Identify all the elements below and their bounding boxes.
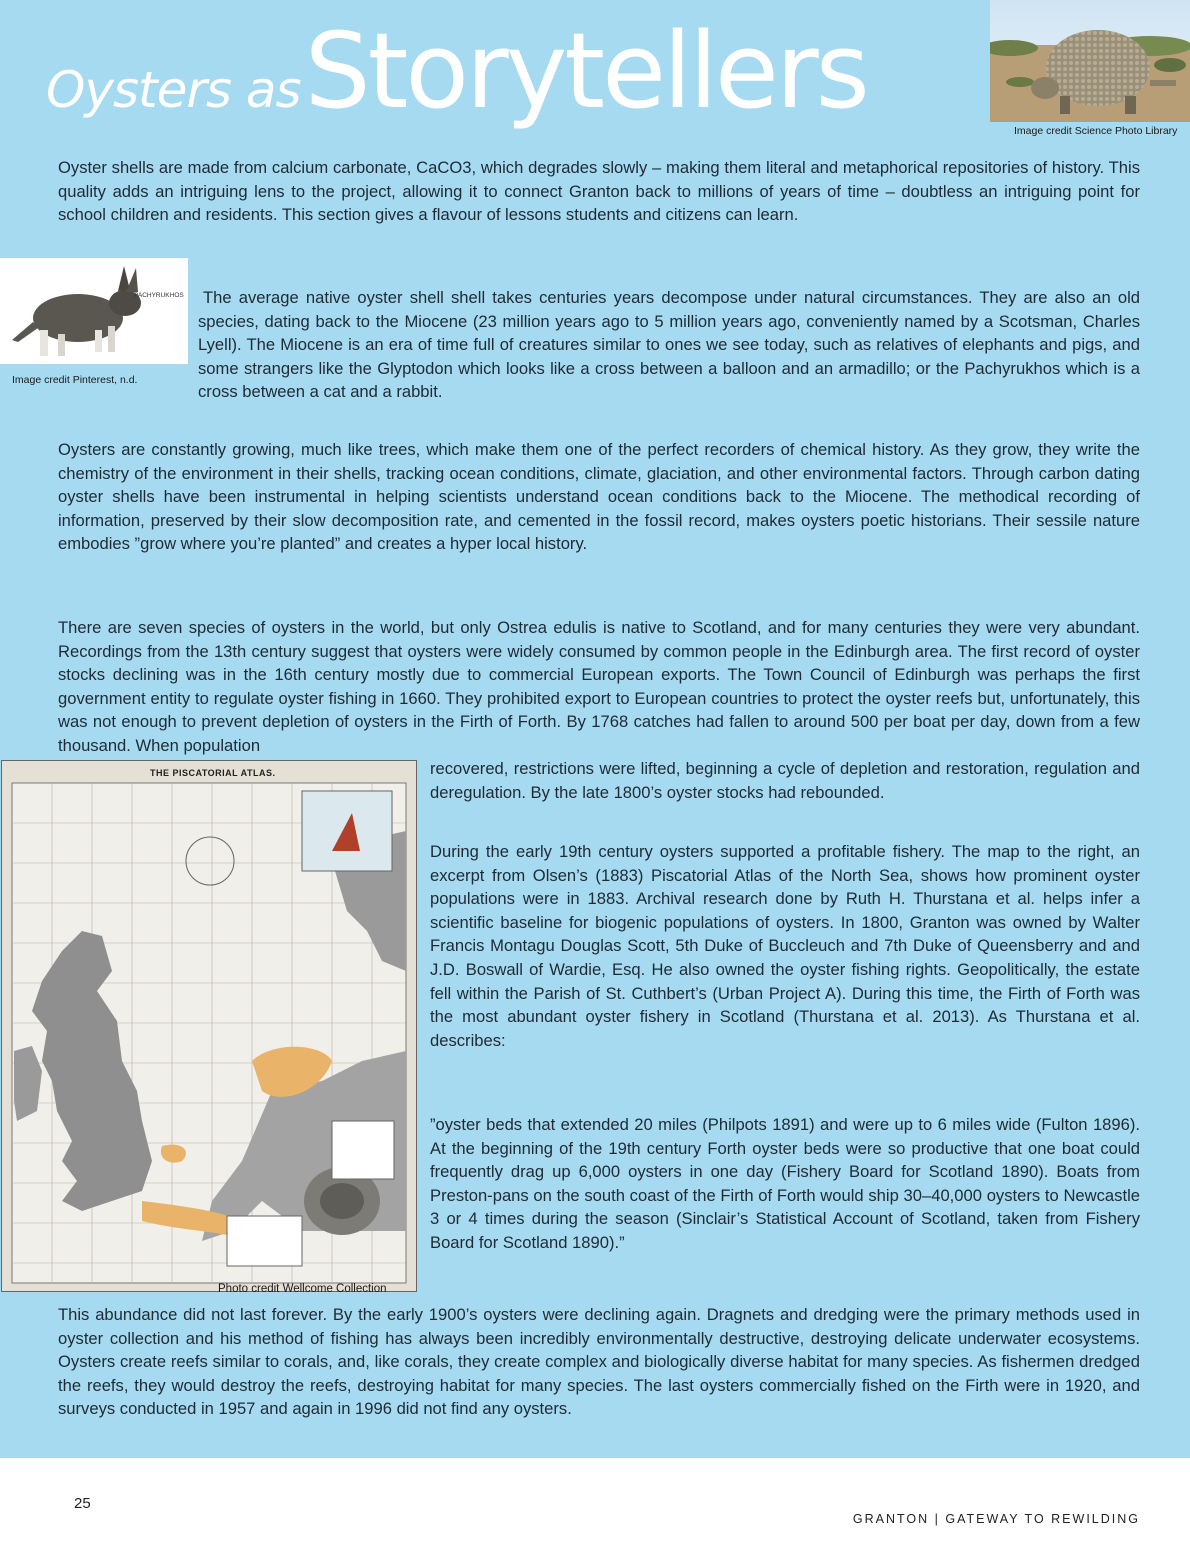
decline-paragraph: This abundance did not last forever. By the early 1900’s oysters were declining again. Dragnets and dredging were the primary methods used in oyster collection and his method of fishing has always been incredibly environmentally destructive, destroying delicate underwater ecosystems. Oysters create reefs similar to corals, and, like corals, they create complex and biologically diverse habitat for many species. As fishermen dredged the reefs, they would destroy the reefs, destroying habitat for many species. The last oysters commercially fished on the Firth were in 1920, and surveys conducted in 1957 and again in 1996 did not find any oysters. [58,1305,1140,1419]
quote-paragraph: ”oyster beds that extended 20 miles (Philpots 1891) and were up to 6 miles wide (Fulton 1896). At the beginning of the 19th century Forth oyster beds were so productive that one boat could frequently drag up 6,000 oysters in one day (Fishery Board for Scotland 1890). Boats from Preston-pans on the south coast of the Firth of Forth would ship 30–40,000 oysters to Newcastle 3 or 4 times during the season (Sinclair’s Statistical Account of Scotland, taken from Fishery Board for Scotland 1890).” [430,1115,1140,1252]
intro-paragraph: Oyster shells are made from calcium carbonate, CaCO3, which degrades slowly – making them literal and metaphorical repositories of history. This quality adds an intriguing lens to the project, allowing it to connect Granton back to millions of years of time – doubtless an intriguing point for school children and residents. This section gives a flavour of lessons students and citizens can learn. [58,158,1140,225]
miocene-paragraph: The average native oyster shell shell takes centuries years decompose under natural circumstances. They are also an old species, dating back to the Miocene (23 million years ago to 5 million years ago, conveniently named by a Scotsman, Charles Lyell). The Miocene is an era of time full of creatures similar to ones we see today, such as relatives of elephants and pigs, and some strangers like the Glyptodon which looks like a cross between a balloon and an armadillo; or the Pachyrukhos which is a cross between a cat and a rabbit. [198,288,1140,402]
title-large: Storytellers [304,10,867,132]
title-small: Oysters as [46,61,301,119]
species-paragraph: There are seven species of oysters in the world, but only Ostrea edulis is native to Scotland, and for many centuries they were very abundant. Recordings from the 13th century suggest that oysters were widely consumed by common people in the Edinburgh area. The first record of oyster stocks declining was in the 16th century mostly due to commercial European exports. The Town Council of Edinburgh was perhaps the first government entity to regulate oyster fishing in 1660. They prohibited export to European countries to protect the oyster reefs but, unfortunately, this was not enough to prevent depletion of oysters in the Firth of Forth. By 1768 catches had fallen to around 500 per boat per day, down from a few thousand. When population [58,618,1140,755]
map-credit: Photo credit Wellcome Collection [218,1283,387,1295]
piscatorial-atlas-map [1,760,417,1292]
page-number: 25 [74,1495,91,1512]
glyptodon-credit: Image credit Science Photo Library [1014,125,1178,137]
fishery-paragraph: During the early 19th century oysters supported a profitable fishery. The map to the right, an excerpt from Olsen’s (1883) Piscatorial Atlas of the North Sea, shows how prominent oyster populations were in 1883. Archival research done by Ruth H. Thurstana et al. helps infer a scientific baseline for biogenic populations of oysters. In 1800, Granton was owned by Walter Francis Montagu Douglas Scott, 5th Duke of Buccleuch and 7th Duke of Queensberry and and J.D. Boswall of Wardie, Esq. He also owned the oyster fishing rights. Geopolitically, the estate fell within the Parish of St. Cuthbert’s (Urban Project A). During this time, the Firth of Forth was the most abundant oyster fishery in Scotland (Thurstana et al. 2013). As Thurstana et al. describes: [430,842,1140,1050]
growing-paragraph: Oysters are constantly growing, much like trees, which make them one of the perfect recorders of chemical history. As they grow, they write the chemistry of the environment in their shells, tracking ocean conditions, climate, glaciation, and other environmental factors. Through carbon dating oyster shells have been instrumental in helping scientists understand ocean conditions back to the Miocene. The methodical recording of information, preserved by their slow decomposition rate, and cemented in the fossil record, makes oysters poetic historians. Their sessile nature embodies ”grow where you’re planted” and creates a hyper local history. [58,440,1140,554]
species-continuation: recovered, restrictions were lifted, beginning a cycle of depletion and restoration, regulation and deregulation. By the late 1800’s oyster stocks had rebounded. [430,759,1140,802]
page-title [46,10,867,132]
pachyrukhos-credit: Image credit Pinterest, n.d. [12,374,138,386]
pachyrukhos-illustration [0,258,188,364]
map-title: THE PISCATORIAL ATLAS. [150,768,276,778]
pachyrukhos-label: PACHYRUKHOS [134,292,184,299]
footer-tagline: GRANTON | GATEWAY TO REWILDING [852,1512,1140,1526]
glyptodon-photo [990,0,1190,122]
